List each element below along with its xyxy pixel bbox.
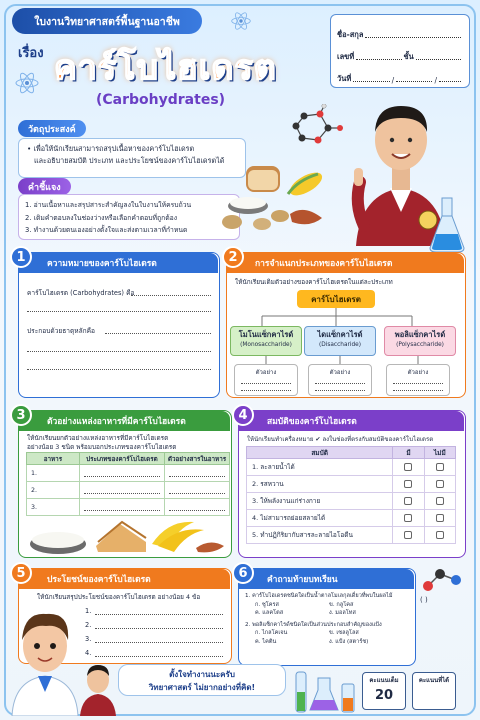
- student-info-box: [330, 14, 470, 88]
- date-separator: /: [391, 76, 395, 85]
- instruction-item: 3. ทำงานด้วยตนเองอย่างตั้งใจและส่งตามเวลาที่กำหนด: [25, 226, 188, 234]
- section-5-instruction: ให้นักเรียนสรุปประโยชน์ของคาร์โบไฮเดรต อย่างน้อย 4 ข้อ: [37, 593, 201, 601]
- answer-line[interactable]: [95, 628, 223, 629]
- table-row: [27, 499, 230, 516]
- section-2-title: การจำแนกประเภทของคาร์โบไฮเดรต: [255, 259, 393, 269]
- answer-line[interactable]: [95, 656, 223, 657]
- yes-cell: [393, 527, 424, 544]
- section-1-question-2: ประกอบด้วยธาตุหลักคือ: [27, 327, 96, 335]
- answer-cell[interactable]: [79, 482, 164, 499]
- objective-line-1: • เพื่อให้นักเรียนสามารถสรุปเนื้อหาของคาร์โบไฮเดรต: [27, 144, 195, 153]
- encouragement-bubble: [118, 664, 286, 696]
- section-1-header: [19, 253, 218, 273]
- table-header: อาหาร: [27, 453, 80, 465]
- answer-line[interactable]: [27, 369, 211, 370]
- table-row: [247, 510, 456, 527]
- full-score-box: [362, 672, 406, 710]
- date-row: [337, 63, 463, 85]
- table-header-row: [27, 453, 230, 465]
- date-separator: /: [434, 76, 438, 85]
- table-row: [247, 476, 456, 493]
- no-cell: [424, 510, 455, 527]
- section-4-header: [239, 411, 464, 431]
- answer-line[interactable]: [131, 295, 211, 296]
- quiz-choice[interactable]: ข. เซลลูโลส: [329, 630, 359, 637]
- yes-checkbox[interactable]: [404, 497, 412, 505]
- property-label: 4. ไม่สามารถย่อยสลายได้: [247, 510, 393, 527]
- food-source-table: [26, 452, 230, 516]
- answer-cell[interactable]: [165, 465, 230, 482]
- no-cell: [424, 493, 455, 510]
- property-label: 5. ทำปฏิกิริยากับสารละลายไอโอดีน: [247, 527, 393, 544]
- property-label: 3. ให้พลังงานแก่ร่างกาย: [247, 493, 393, 510]
- date-month-field[interactable]: [396, 74, 432, 82]
- date-day-field[interactable]: [353, 74, 389, 82]
- instruction-item: 2. เติมคำตอบลงในช่องว่างหรือเลือกคำตอบที่ถูกต้อง: [25, 213, 178, 222]
- teacher-avatar-illustration: [78, 660, 118, 716]
- example-box-disaccharide[interactable]: ตัวอย่าง: [308, 364, 372, 396]
- table-row: [247, 527, 456, 544]
- answer-line[interactable]: [95, 642, 223, 643]
- classification-root: คาร์โบไฮเดรต: [297, 290, 375, 308]
- class-field[interactable]: [416, 52, 461, 60]
- quiz-choice[interactable]: ก. ไกลโคเจน: [255, 630, 288, 637]
- food-sources-illustration: [28, 514, 226, 556]
- table-header-row: [247, 447, 456, 459]
- answer-cell[interactable]: [165, 482, 230, 499]
- yes-cell: [393, 493, 424, 510]
- answer-cell[interactable]: [165, 499, 230, 516]
- worksheet-subtitle: (Carbohydrates): [96, 92, 226, 108]
- section-4-title: สมบัติของคาร์โบไฮเดรต: [267, 417, 357, 427]
- no-checkbox[interactable]: [436, 531, 444, 539]
- no-checkbox[interactable]: [436, 463, 444, 471]
- scientist-mascot-illustration: [6, 600, 84, 716]
- section-4-number: 4: [232, 404, 254, 426]
- quiz-choice[interactable]: ก. ซูโครส: [255, 601, 279, 608]
- quiz-question-1: 1. คาร์โบไฮเดรตชนิดใดเป็นน้ำตาลโมเลกุลเดี่ยวที่พบในผลไม้: [245, 593, 393, 599]
- table-row: [247, 459, 456, 476]
- quiz-choice[interactable]: ง. แป้ง (สตาร์ช): [329, 638, 369, 645]
- table-header: มี: [393, 447, 424, 459]
- number-class-row: [337, 41, 463, 63]
- section-6-number: 6: [232, 562, 254, 584]
- name-row: [337, 19, 463, 41]
- lab-glassware-illustration: [290, 668, 360, 714]
- section-6-header: [239, 569, 414, 589]
- section-2-number: 2: [222, 246, 244, 268]
- row-number: 4.: [85, 649, 92, 657]
- name-label: ชื่อ-สกุล: [337, 30, 364, 39]
- no-checkbox[interactable]: [436, 497, 444, 505]
- instructions-box: [18, 194, 240, 240]
- quiz-choices-row: [245, 601, 415, 610]
- answer-line[interactable]: [95, 614, 223, 615]
- quiz-choice[interactable]: ข. กลูโคส: [329, 601, 354, 608]
- obtained-score-label: คะแนนที่ได้: [418, 677, 450, 684]
- class-disaccharide: ไดแซ็กคาไรด์ (Disaccharide): [304, 326, 376, 356]
- properties-table: [246, 446, 456, 544]
- yes-cell: [393, 459, 424, 476]
- no-cell: [424, 476, 455, 493]
- bubble-line-2: วิทยาศาสตร์ ไม่ยากอย่างที่คิด!: [148, 683, 256, 692]
- atom-icon: [230, 10, 252, 32]
- topic-label: เรื่อง: [18, 46, 44, 61]
- flask-icon: [428, 196, 466, 254]
- subject-banner: ใบงานวิทยาศาสตร์พื้นฐานอาชีพ: [12, 8, 202, 34]
- yes-checkbox[interactable]: [404, 463, 412, 471]
- full-score-value: 20: [374, 688, 394, 703]
- atom-icon: [14, 70, 40, 96]
- objectives-box: [18, 138, 246, 178]
- row-number: 3.: [27, 499, 80, 516]
- answer-line[interactable]: [27, 311, 211, 312]
- row-number: 1.: [27, 465, 80, 482]
- example-box-polysaccharide[interactable]: ตัวอย่าง: [386, 364, 450, 396]
- yes-checkbox[interactable]: [404, 531, 412, 539]
- instruction-item: 1. อ่านเนื้อหาและสรุปสาระสำคัญลงในใบงานให้ครบถ้วน: [25, 201, 192, 209]
- section-5-number: 5: [10, 562, 32, 584]
- quiz-choice[interactable]: ง. มอลโทส: [329, 610, 356, 617]
- obtained-score-box[interactable]: [412, 672, 456, 710]
- section-1-question-1: คาร์โบไฮเดรต (Carbohydrates) คือ: [27, 289, 135, 297]
- section-5-header: [19, 569, 230, 589]
- classification-connector: [226, 306, 466, 328]
- class-monosaccharide: โมโนแซ็กคาไรด์ (Monosaccharide): [230, 326, 302, 356]
- carb-foods-illustration: [218, 160, 334, 234]
- bubble-line-1: ตั้งใจทำงานนะครับ: [169, 670, 235, 679]
- section-3-number: 3: [10, 404, 32, 426]
- section-6-card: [238, 568, 416, 666]
- molecule-icon: [284, 104, 344, 150]
- section-4-instruction: ให้นักเรียนทำเครื่องหมาย ✔ ลงในช่องที่ตรงกับสมบัติของคาร์โบไฮเดรต: [247, 436, 434, 443]
- no-checkbox[interactable]: [436, 480, 444, 488]
- molecule-icon: [420, 560, 464, 594]
- no-cell: [424, 527, 455, 544]
- class-polysaccharide: พอลิแซ็กคาไรด์ (Polysaccharide): [384, 326, 456, 356]
- quiz-questions: [245, 592, 415, 647]
- property-label: 1. ละลายน้ำได้: [247, 459, 393, 476]
- table-header: ตัวอย่างสารในอาหาร: [165, 453, 230, 465]
- property-label: 2. รสหวาน: [247, 476, 393, 493]
- quiz-choices-row: [245, 629, 415, 638]
- table-row: [27, 465, 230, 482]
- example-box-monosaccharide[interactable]: ตัวอย่าง: [234, 364, 298, 396]
- row-number: 2.: [85, 621, 92, 629]
- table-row: [27, 482, 230, 499]
- section-2-header: [227, 253, 464, 273]
- section-3-title: ตัวอย่างแหล่งอาหารที่มีคาร์โบไฮเดรต: [47, 417, 186, 427]
- table-header: ประเภทของคาร์โบไฮเดรต: [79, 453, 164, 465]
- quiz-choices-row: [245, 638, 415, 647]
- section-3-instruction: ให้นักเรียนยกตัวอย่างแหล่งอาหารที่มีคาร์โบไฮเดรต อย่างน้อย 3 ชนิด พร้อมบอกประเภทของคาร์โบไฮเดรต: [27, 434, 177, 451]
- row-number: 1.: [85, 607, 92, 615]
- quiz-question-2: 2. พอลิแซ็กคาไรด์ชนิดใดเป็นส่วนประกอบสำคัญของแป้ง: [245, 621, 382, 628]
- quiz-answer-blank[interactable]: ( ): [420, 596, 428, 604]
- answer-cell[interactable]: [79, 499, 164, 516]
- row-number: 3.: [85, 635, 92, 643]
- date-label: วันที่: [337, 74, 352, 83]
- section-1-title: ความหมายของคาร์โบไฮเดรต: [47, 259, 157, 269]
- section-2-instruction: ให้นักเรียนเติมตัวอย่างของคาร์โบไฮเดรตในแต่ละประเภท: [235, 278, 393, 286]
- table-header: ไม่มี: [424, 447, 455, 459]
- yes-cell: [393, 510, 424, 527]
- date-year-field[interactable]: [439, 74, 461, 82]
- no-checkbox[interactable]: [436, 514, 444, 522]
- objective-line-2: และอธิบายสมบัติ ประเภท และประโยชน์ของคาร์โบไฮเดรตได้: [34, 156, 225, 165]
- section-1-card: [18, 252, 220, 398]
- class-label: ชั้น: [403, 52, 414, 61]
- section-1-number: 1: [10, 246, 32, 268]
- yes-checkbox[interactable]: [404, 514, 412, 522]
- worksheet-title: คาร์โบไฮเดรต: [54, 48, 277, 88]
- full-score-label: คะแนนเต็ม: [369, 677, 399, 684]
- number-field[interactable]: [356, 52, 401, 60]
- quiz-choice[interactable]: ค. ไคติน: [255, 638, 277, 645]
- yes-checkbox[interactable]: [404, 480, 412, 488]
- answer-cell[interactable]: [79, 465, 164, 482]
- row-number: 2.: [27, 482, 80, 499]
- answer-line[interactable]: [27, 351, 211, 352]
- section-6-title: คำถามท้ายบทเรียน: [267, 575, 338, 585]
- objectives-label: วัตถุประสงค์: [18, 120, 86, 137]
- name-field[interactable]: [365, 30, 461, 38]
- table-row: [247, 493, 456, 510]
- table-header: สมบัติ: [247, 447, 393, 459]
- quiz-choice[interactable]: ค. แลคโตส: [255, 610, 284, 617]
- answer-line[interactable]: [105, 333, 211, 334]
- instructions-label: คำชี้แจง: [18, 178, 71, 195]
- quiz-choices-row: [245, 609, 415, 618]
- yes-cell: [393, 476, 424, 493]
- number-label: เลขที่: [337, 52, 355, 61]
- no-cell: [424, 459, 455, 476]
- section-5-title: ประโยชน์ของคาร์โบไฮเดรต: [47, 575, 151, 585]
- section-3-header: [19, 411, 230, 431]
